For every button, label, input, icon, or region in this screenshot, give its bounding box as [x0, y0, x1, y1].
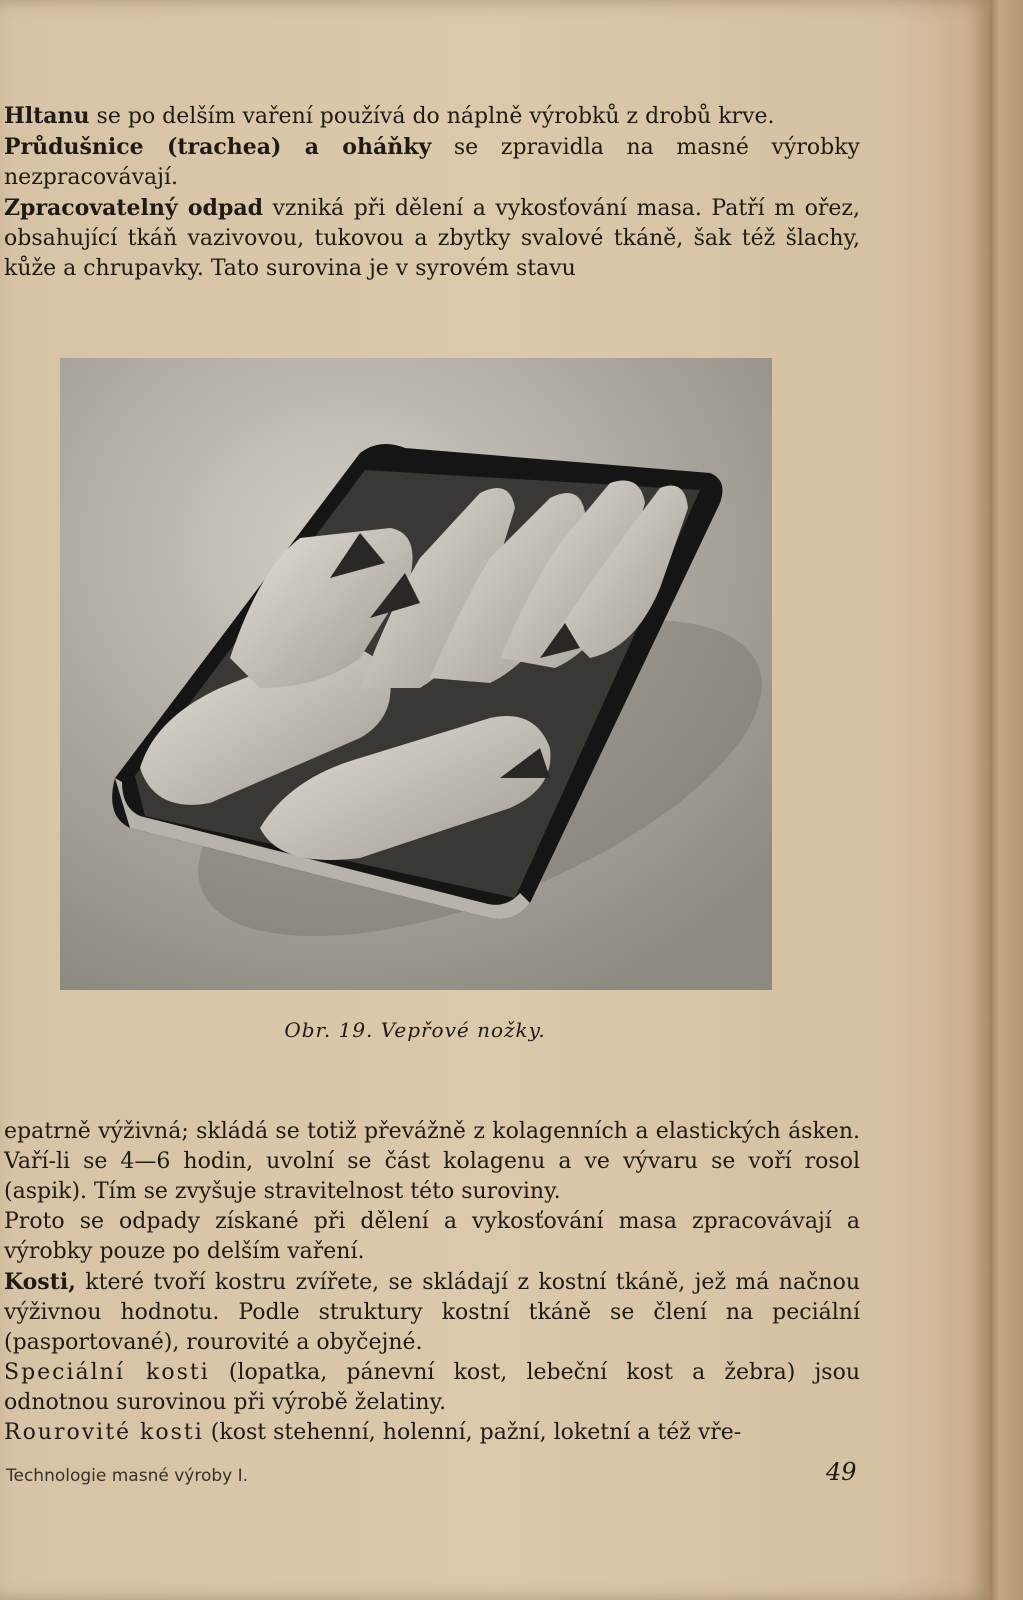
paragraph-text: vzniká při dělení a vykosťování masa. Patří m ořez, obsahující tkáň vazivovou, tukovou a zbytky svalové tkáně, šak též šlachy, kůže a chrupavky. Tato surovina je v syrovém stavu: [4, 196, 860, 281]
paragraph-rourovite: [4, 1418, 860, 1448]
paragraph-kosti: [4, 1267, 860, 1358]
paragraph-text: (lopatka, pánevní kost, lebeční kost a žebra) jsou odnotnou surovinou při výrobě želatiny.: [4, 1360, 860, 1415]
paragraph-hltanu: [4, 101, 860, 132]
term-kosti: Kosti,: [4, 1269, 76, 1295]
bottom-text-block: [4, 1117, 860, 1448]
footer-book-title: Technologie masné výroby I.: [6, 1466, 249, 1486]
paragraph-vyzivna: [4, 1117, 860, 1207]
paragraph-text: se po delším vaření používá do náplně výrobků z drobů krve.: [89, 104, 775, 129]
paragraph-text: které tvoří kostru zvířete, se skládají z kostní tkáně, jež má načnou výživnou hodnotu. Podle struktury kostní tkáně se člení na peciální (pasportované), rourovité a obyčejné.: [4, 1270, 860, 1355]
paragraph-specialni: [4, 1358, 860, 1418]
figure-caption: Obr. 19. Vepřové nožky.: [284, 1018, 546, 1042]
paragraph-odpad: [4, 193, 860, 284]
figure-photo: [60, 358, 772, 990]
term-specialni-kosti: Speciální kosti: [4, 1360, 210, 1385]
pork-trotters-illustration: [60, 358, 772, 990]
paragraph-text: epatrně výživná; skládá se totiž převážně z kolagenních a elastických ásken. Vaří-li se 4—6 hodin, uvolní se část kolagenu a ve vývaru se voří rosol (aspik). Tím se zvyšuje stravitelnost této suroviny.: [4, 1119, 860, 1204]
term-prudusnice: Průdušnice (trachea) a oháňky: [4, 134, 432, 160]
book-edge: [990, 0, 1023, 1600]
term-rourovite-kosti: Rourovité kosti: [4, 1420, 204, 1445]
paragraph-text: (kost stehenní, holenní, pažní, loketní a též vře-: [203, 1420, 742, 1445]
paragraph-text: Proto se odpady získané při dělení a vykosťování masa zpracovávají a výrobky pouze po delším vaření.: [4, 1209, 860, 1264]
paragraph-text: se zpravidla na masné výrobky nezpracovávají.: [4, 135, 860, 190]
top-text-block: [4, 101, 860, 284]
paragraph-proto: [4, 1207, 860, 1267]
page-number: 49: [826, 1458, 857, 1486]
paragraph-prudusnice: [4, 132, 860, 193]
term-odpad: Zpracovatelný odpad: [4, 195, 263, 221]
term-hltanu: Hltanu: [4, 103, 90, 129]
